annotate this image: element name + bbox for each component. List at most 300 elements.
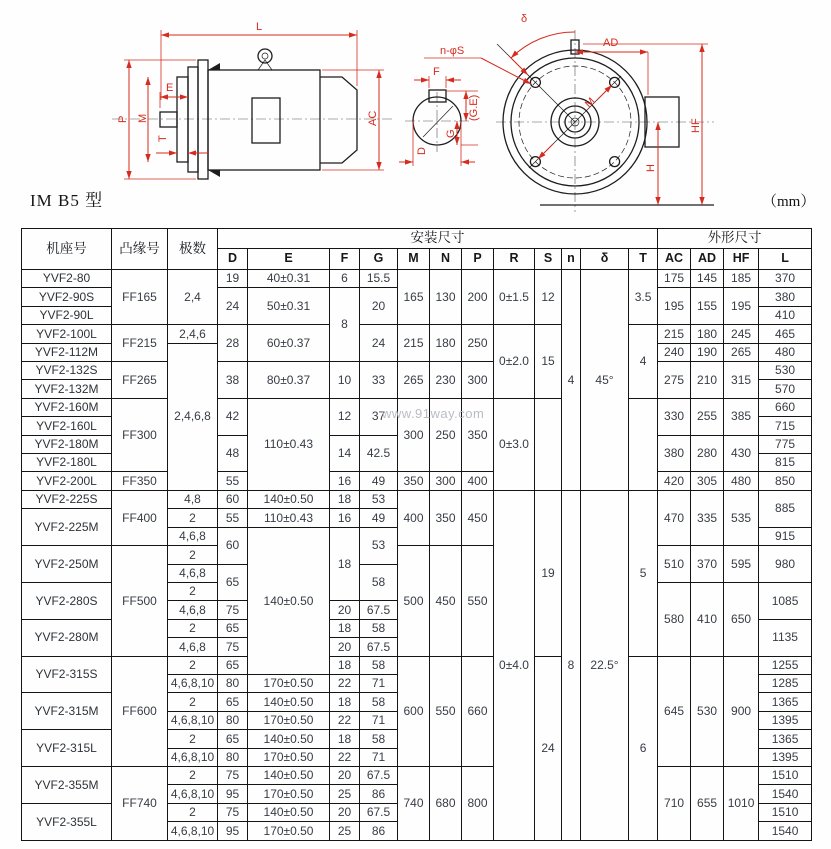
cell-G-r24: 71: [360, 711, 398, 729]
cell-flange-r11: FF350: [112, 472, 168, 490]
cell-D-r21: 65: [218, 656, 248, 674]
cell-E-r27: 140±0.50: [248, 766, 330, 784]
cell-AC-r27: 710: [658, 766, 691, 840]
cell-F-r28: 25: [330, 785, 360, 803]
cell-E-r7: 110±0.43: [248, 398, 330, 490]
cell-AD-r12: 335: [691, 490, 724, 545]
cell-M-r3: 215: [398, 325, 430, 362]
cell-D-r22: 80: [218, 674, 248, 692]
cell-poles-r25: 2: [168, 730, 218, 748]
cell-frame-r3: YVF2-100L: [22, 325, 112, 343]
cell-R-r3: 0±2.0: [494, 325, 535, 399]
cell-poles-r28: 4,6,8,10: [168, 785, 218, 803]
cell-M-r15: 500: [398, 546, 430, 656]
cell-G-r0: 15.5: [360, 270, 398, 288]
cell-G-r25: 58: [360, 730, 398, 748]
col-header-T: T: [629, 249, 658, 270]
cell-D-r12: 60: [218, 490, 248, 508]
cell-poles-r18: 4,6,8: [168, 601, 218, 619]
cell-D-r29: 75: [218, 803, 248, 821]
table-row-27: [22, 766, 812, 784]
cell-frame-r1: YVF2-90S: [22, 288, 112, 306]
spec-table-body: [22, 270, 812, 841]
dim-label-H: H: [645, 164, 657, 172]
cell-G-r13: 49: [360, 509, 398, 527]
cell-frame-r15: YVF2-250M: [22, 546, 112, 583]
cell-AD-r17: 410: [691, 582, 724, 656]
cell-AD-r9: 280: [691, 435, 724, 472]
cell-poles-r26: 4,6,8,10: [168, 748, 218, 766]
header-row-groups: [22, 229, 812, 249]
cell-G-r30: 86: [360, 822, 398, 841]
table-row-0: [22, 270, 812, 288]
cell-AD-r21: 530: [691, 656, 724, 766]
cell-AC-r4: 240: [658, 343, 691, 361]
cell-poles-r0: 2,4: [168, 270, 218, 325]
corner-header-2: 极数: [168, 229, 218, 270]
cell-P-r3: 250: [462, 325, 494, 362]
cell-AC-r7: 330: [658, 398, 691, 435]
cell-G-r14: 53: [360, 527, 398, 564]
cell-HF-r7: 385: [724, 398, 759, 435]
unit-label: （mm）: [762, 194, 816, 210]
cell-E-r3: 60±0.37: [248, 325, 330, 362]
cell-G-r11: 49: [360, 472, 398, 490]
col-header-HF: HF: [724, 249, 759, 270]
cell-G-r3: 24: [360, 325, 398, 362]
cell-AC-r17: 580: [658, 582, 691, 656]
cell-L-r3: 465: [759, 325, 812, 343]
group-header-outline: 外形尺寸: [658, 229, 812, 249]
cell-AC-r12: 470: [658, 490, 691, 545]
cell-D-r28: 95: [218, 785, 248, 803]
cell-frame-r29: YVF2-355L: [22, 803, 112, 840]
cell-D-r19: 65: [218, 619, 248, 637]
cell-G-r29: 67.5: [360, 803, 398, 821]
cell-L-r1: 380: [759, 288, 812, 306]
cell-L-r17: 1085: [759, 582, 812, 619]
cell-HF-r27: 1010: [724, 766, 759, 840]
cell-E-r12: 140±0.50: [248, 490, 330, 508]
cell-M-r21: 600: [398, 656, 430, 766]
cell-F-r11: 16: [330, 472, 360, 490]
cell-L-r21: 1255: [759, 656, 812, 674]
cell-flange-r21: FF600: [112, 656, 168, 766]
dim-label-n-phi-s: n-φS: [440, 45, 465, 57]
cell-frame-r6: YVF2-132M: [22, 380, 112, 398]
cell-flange-r7: FF300: [112, 398, 168, 472]
col-header-D: D: [218, 249, 248, 270]
cell-HF-r3: 245: [724, 325, 759, 343]
cell-N-r11: 300: [430, 472, 462, 490]
dim-label-E: E: [166, 82, 174, 94]
cell-HF-r11: 480: [724, 472, 759, 490]
cell-AD-r27: 655: [691, 766, 724, 840]
cell-D-r13: 55: [218, 509, 248, 527]
cell-AC-r5: 275: [658, 362, 691, 399]
cell-poles-r3: 2,4,6: [168, 325, 218, 343]
cell-F-r24: 22: [330, 711, 360, 729]
cell-G-r19: 58: [360, 619, 398, 637]
cell-P-r21: 660: [462, 656, 494, 766]
cell-F-r0: 6: [330, 270, 360, 288]
table-row-15: [22, 546, 812, 564]
cell-D-r16: 65: [218, 564, 248, 601]
cell-F-r21: 18: [330, 656, 360, 674]
cell-G-r27: 67.5: [360, 766, 398, 784]
dim-label-delta: δ: [521, 13, 528, 25]
cell-E-r22: 170±0.50: [248, 674, 330, 692]
cell-G-r21: 58: [360, 656, 398, 674]
cell-frame-r12: YVF2-225S: [22, 490, 112, 508]
cell-frame-r8: YVF2-160L: [22, 417, 112, 435]
cell-L-r7: 660: [759, 398, 812, 416]
cell-P-r11: 400: [462, 472, 494, 490]
cell-HF-r9: 430: [724, 435, 759, 472]
dim-label-M-side: M: [137, 113, 149, 123]
cell-E-r13: 110±0.43: [248, 509, 330, 527]
cell-P-r27: 800: [462, 766, 494, 840]
table-row-11: [22, 472, 812, 490]
side-view: [112, 21, 392, 179]
cell-frame-r0: YVF2-80: [22, 270, 112, 288]
cell-flange-r27: FF740: [112, 766, 168, 840]
cell-T-r3: 4: [629, 325, 658, 399]
cell-HF-r1: 195: [724, 288, 759, 325]
table-row-5: [22, 362, 812, 380]
cell-D-r9: 48: [218, 435, 248, 472]
spec-table-head: [22, 229, 812, 270]
cell-AC-r1: 195: [658, 288, 691, 325]
cell-D-r14: 60: [218, 527, 248, 564]
cell-flange-r15: FF500: [112, 546, 168, 656]
cell-AD-r3: 180: [691, 325, 724, 343]
dim-label-G: G: [445, 129, 457, 138]
cell-F-r1: 8: [330, 288, 360, 362]
cell-poles-r27: 2: [168, 766, 218, 784]
cell-P-r12: 450: [462, 490, 494, 545]
cell-N-r21: 550: [430, 656, 462, 766]
cell-E-r5: 80±0.37: [248, 362, 330, 399]
cell-R-r12: 0±4.0: [494, 490, 535, 840]
cell-poles-r13: 2: [168, 509, 218, 527]
mounting-type-caption: IM B5 型: [30, 191, 104, 210]
cell-G-r7: 37: [360, 398, 398, 435]
cell-frame-r2: YVF2-90L: [22, 306, 112, 324]
cell-S-r7: [535, 398, 562, 490]
cell-L-r9: 775: [759, 435, 812, 453]
cell-D-r0: 19: [218, 270, 248, 288]
col-header-δ: δ: [581, 249, 629, 270]
cell-L-r30: 1540: [759, 822, 812, 841]
col-header-G: G: [360, 249, 398, 270]
table-row-12: [22, 490, 812, 508]
corner-header-0: 机座号: [22, 229, 112, 270]
cell-frame-r17: YVF2-280S: [22, 582, 112, 619]
cell-HF-r17: 650: [724, 582, 759, 656]
cell-D-r7: 42: [218, 398, 248, 435]
cell-poles-r17: 2: [168, 582, 218, 600]
cell-D-r18: 75: [218, 601, 248, 619]
cell-AD-r7: 255: [691, 398, 724, 435]
cell-E-r26: 170±0.50: [248, 748, 330, 766]
cell-T-r0: 3.5: [629, 270, 658, 325]
cell-frame-r25: YVF2-315L: [22, 730, 112, 767]
cell-S-r0: 12: [535, 270, 562, 325]
cell-poles-r29: 2: [168, 803, 218, 821]
cell-L-r5: 530: [759, 362, 812, 380]
dim-label-AC: AC: [367, 110, 379, 126]
col-header-E: E: [248, 249, 330, 270]
cell-F-r19: 18: [330, 619, 360, 637]
cell-L-r10: 815: [759, 454, 812, 472]
cell-G-r1: 20: [360, 288, 398, 325]
dim-label-T: T: [157, 135, 169, 142]
dim-label-D: D: [416, 147, 428, 155]
cell-R-r0: 0±1.5: [494, 270, 535, 325]
cell-G-r16: 58: [360, 564, 398, 601]
cell-L-r15: 980: [759, 546, 812, 583]
cell-D-r1: 24: [218, 288, 248, 325]
cell-E-r0: 40±0.31: [248, 270, 330, 288]
cell-D-r27: 75: [218, 766, 248, 784]
col-header-R: R: [494, 249, 535, 270]
dim-label-AD: AD: [603, 37, 619, 49]
cell-AC-r0: 175: [658, 270, 691, 288]
cell-flange-r12: FF400: [112, 490, 168, 545]
cell-M-r11: 350: [398, 472, 430, 490]
cell-D-r26: 80: [218, 748, 248, 766]
cell-poles-r15: 2: [168, 546, 218, 564]
cell-frame-r4: YVF2-112M: [22, 343, 112, 361]
cell-G-r28: 86: [360, 785, 398, 803]
cell-N-r15: 450: [430, 546, 462, 656]
cell-D-r24: 80: [218, 711, 248, 729]
cell-R-r7: 0±3.0: [494, 398, 535, 490]
cell-F-r26: 22: [330, 748, 360, 766]
cell-E-r29: 140±0.50: [248, 803, 330, 821]
cell-T-r21: 6: [629, 656, 658, 840]
cell-F-r27: 20: [330, 766, 360, 784]
cell-AD-r5: 210: [691, 362, 724, 399]
cell-AD-r15: 370: [691, 546, 724, 583]
cell-AC-r11: 420: [658, 472, 691, 490]
cell-HF-r12: 535: [724, 490, 759, 545]
cell-frame-r9: YVF2-180M: [22, 435, 112, 453]
cell-M-r27: 740: [398, 766, 430, 840]
cell-HF-r5: 315: [724, 362, 759, 399]
cell-P-r15: 550: [462, 546, 494, 656]
cell-frame-r21: YVF2-315S: [22, 656, 112, 693]
cell-F-r13: 16: [330, 509, 360, 527]
col-header-S: S: [535, 249, 562, 270]
cell-HF-r4: 265: [724, 343, 759, 361]
cell-AC-r3: 215: [658, 325, 691, 343]
col-header-AD: AD: [691, 249, 724, 270]
cell-G-r18: 67.5: [360, 601, 398, 619]
cell-n-r0: 4: [562, 270, 581, 491]
cell-frame-r13: YVF2-225M: [22, 509, 112, 546]
cell-L-r23: 1365: [759, 693, 812, 711]
table-row-21: [22, 656, 812, 674]
cell-D-r3: 28: [218, 325, 248, 362]
dim-label-HF: HF: [690, 118, 702, 133]
cell-E-r24: 170±0.50: [248, 711, 330, 729]
cell-L-r8: 715: [759, 417, 812, 435]
cell-G-r5: 33: [360, 362, 398, 399]
cell-HF-r21: 900: [724, 656, 759, 766]
cell-L-r29: 1510: [759, 803, 812, 821]
cell-G-r23: 58: [360, 693, 398, 711]
cell-AC-r9: 380: [658, 435, 691, 472]
cell-E-r14: 140±0.50: [248, 527, 330, 674]
cell-G-r12: 53: [360, 490, 398, 508]
cell-poles-r30: 4,6,8,10: [168, 822, 218, 841]
col-header-AC: AC: [658, 249, 691, 270]
cell-E-r1: 50±0.31: [248, 288, 330, 325]
cell-P-r7: 350: [462, 398, 494, 472]
cell-M-r0: 165: [398, 270, 430, 325]
cell-D-r11: 55: [218, 472, 248, 490]
dim-label-P: P: [117, 115, 129, 123]
dim-label-GE: (G.E): [468, 94, 480, 121]
cell-F-r9: 14: [330, 435, 360, 472]
cell-poles-r12: 4,8: [168, 490, 218, 508]
cell-flange-r0: FF165: [112, 270, 168, 325]
cell-L-r14: 915: [759, 527, 812, 545]
cell-S-r3: 15: [535, 325, 562, 399]
cell-E-r28: 170±0.50: [248, 785, 330, 803]
cell-frame-r27: YVF2-355M: [22, 766, 112, 803]
cell-L-r12: 885: [759, 490, 812, 527]
cell-frame-r7: YVF2-160M: [22, 398, 112, 416]
cell-M-r5: 265: [398, 362, 430, 399]
cell-poles-r14: 4,6,8: [168, 527, 218, 545]
cell-poles-r22: 4,6,8,10: [168, 674, 218, 692]
cell-poles-r21: 2: [168, 656, 218, 674]
cell-F-r12: 18: [330, 490, 360, 508]
cell-L-r26: 1395: [759, 748, 812, 766]
cell-HF-r15: 595: [724, 546, 759, 583]
cell-M-r7: 300: [398, 398, 430, 472]
cell-frame-r11: YVF2-200L: [22, 472, 112, 490]
cell-L-r19: 1135: [759, 619, 812, 656]
cell-F-r25: 18: [330, 730, 360, 748]
cell-HF-r0: 185: [724, 270, 759, 288]
table-row-3: [22, 325, 812, 343]
cell-F-r7: 12: [330, 398, 360, 435]
cell-T-r7: [629, 398, 658, 490]
cell-L-r27: 1510: [759, 766, 812, 784]
group-header-install: 安装尺寸: [218, 229, 658, 249]
cell-N-r0: 130: [430, 270, 462, 325]
cell-L-r11: 850: [759, 472, 812, 490]
cell-AD-r0: 145: [691, 270, 724, 288]
cell-D-r30: 95: [218, 822, 248, 841]
cell-N-r3: 180: [430, 325, 462, 362]
cell-T-r12: 5: [629, 490, 658, 656]
cell-delta-r12: 22.5°: [581, 490, 629, 840]
cell-G-r9: 42.5: [360, 435, 398, 472]
cell-P-r0: 200: [462, 270, 494, 325]
cell-poles-r19: 2: [168, 619, 218, 637]
cell-delta-r0: 45°: [581, 270, 629, 491]
cell-G-r22: 71: [360, 674, 398, 692]
dim-label-M-front: M: [582, 95, 598, 111]
cell-L-r25: 1365: [759, 730, 812, 748]
cell-S-r21: 24: [535, 656, 562, 840]
cell-n-r12: 8: [562, 490, 581, 840]
cell-frame-r10: YVF2-180L: [22, 454, 112, 472]
cell-L-r24: 1395: [759, 711, 812, 729]
dim-label-L: L: [256, 21, 263, 33]
cell-F-r22: 22: [330, 674, 360, 692]
cell-G-r26: 71: [360, 748, 398, 766]
cell-E-r23: 140±0.50: [248, 693, 330, 711]
cell-L-r6: 570: [759, 380, 812, 398]
cell-poles-r23: 2: [168, 693, 218, 711]
cell-F-r20: 20: [330, 638, 360, 656]
cell-poles-r16: 4,6,8: [168, 564, 218, 582]
cell-D-r25: 65: [218, 730, 248, 748]
cell-frame-r5: YVF2-132S: [22, 362, 112, 380]
cell-N-r12: 350: [430, 490, 462, 545]
cell-poles-r4: 2,4,6,8: [168, 343, 218, 490]
cell-AD-r4: 190: [691, 343, 724, 361]
cell-AC-r15: 510: [658, 546, 691, 583]
cell-G-r20: 67.5: [360, 638, 398, 656]
col-header-L: L: [759, 249, 812, 270]
cell-F-r5: 10: [330, 362, 360, 399]
cell-AD-r11: 305: [691, 472, 724, 490]
cell-frame-r19: YVF2-280M: [22, 619, 112, 656]
cell-D-r23: 65: [218, 693, 248, 711]
cell-D-r20: 75: [218, 638, 248, 656]
shaft-section-view: [399, 66, 480, 166]
cell-L-r0: 370: [759, 270, 812, 288]
col-header-n: n: [562, 249, 581, 270]
cell-N-r5: 230: [430, 362, 462, 399]
cell-F-r14: 18: [330, 527, 360, 601]
cell-P-r5: 300: [462, 362, 494, 399]
col-header-M: M: [398, 249, 430, 270]
cell-F-r23: 18: [330, 693, 360, 711]
watermark: www.91way.com: [382, 406, 485, 421]
cell-N-r27: 680: [430, 766, 462, 840]
cell-M-r12: 400: [398, 490, 430, 545]
col-header-N: N: [430, 249, 462, 270]
cell-L-r4: 480: [759, 343, 812, 361]
cell-poles-r24: 4,6,8,10: [168, 711, 218, 729]
cell-poles-r20: 4,6,8: [168, 638, 218, 656]
cell-D-r5: 38: [218, 362, 248, 399]
cell-E-r30: 170±0.50: [248, 822, 330, 841]
dim-label-F: F: [433, 66, 440, 78]
cell-flange-r5: FF265: [112, 362, 168, 399]
cell-L-r2: 410: [759, 306, 812, 324]
cell-flange-r3: FF215: [112, 325, 168, 362]
cell-F-r18: 20: [330, 601, 360, 619]
corner-header-1: 凸缘号: [112, 229, 168, 270]
cell-F-r29: 20: [330, 803, 360, 821]
cell-AC-r21: 645: [658, 656, 691, 766]
col-header-F: F: [330, 249, 360, 270]
spec-table: [21, 228, 812, 841]
cell-E-r25: 140±0.50: [248, 730, 330, 748]
cell-F-r30: 25: [330, 822, 360, 841]
cell-L-r22: 1285: [759, 674, 812, 692]
cell-frame-r23: YVF2-315M: [22, 693, 112, 730]
